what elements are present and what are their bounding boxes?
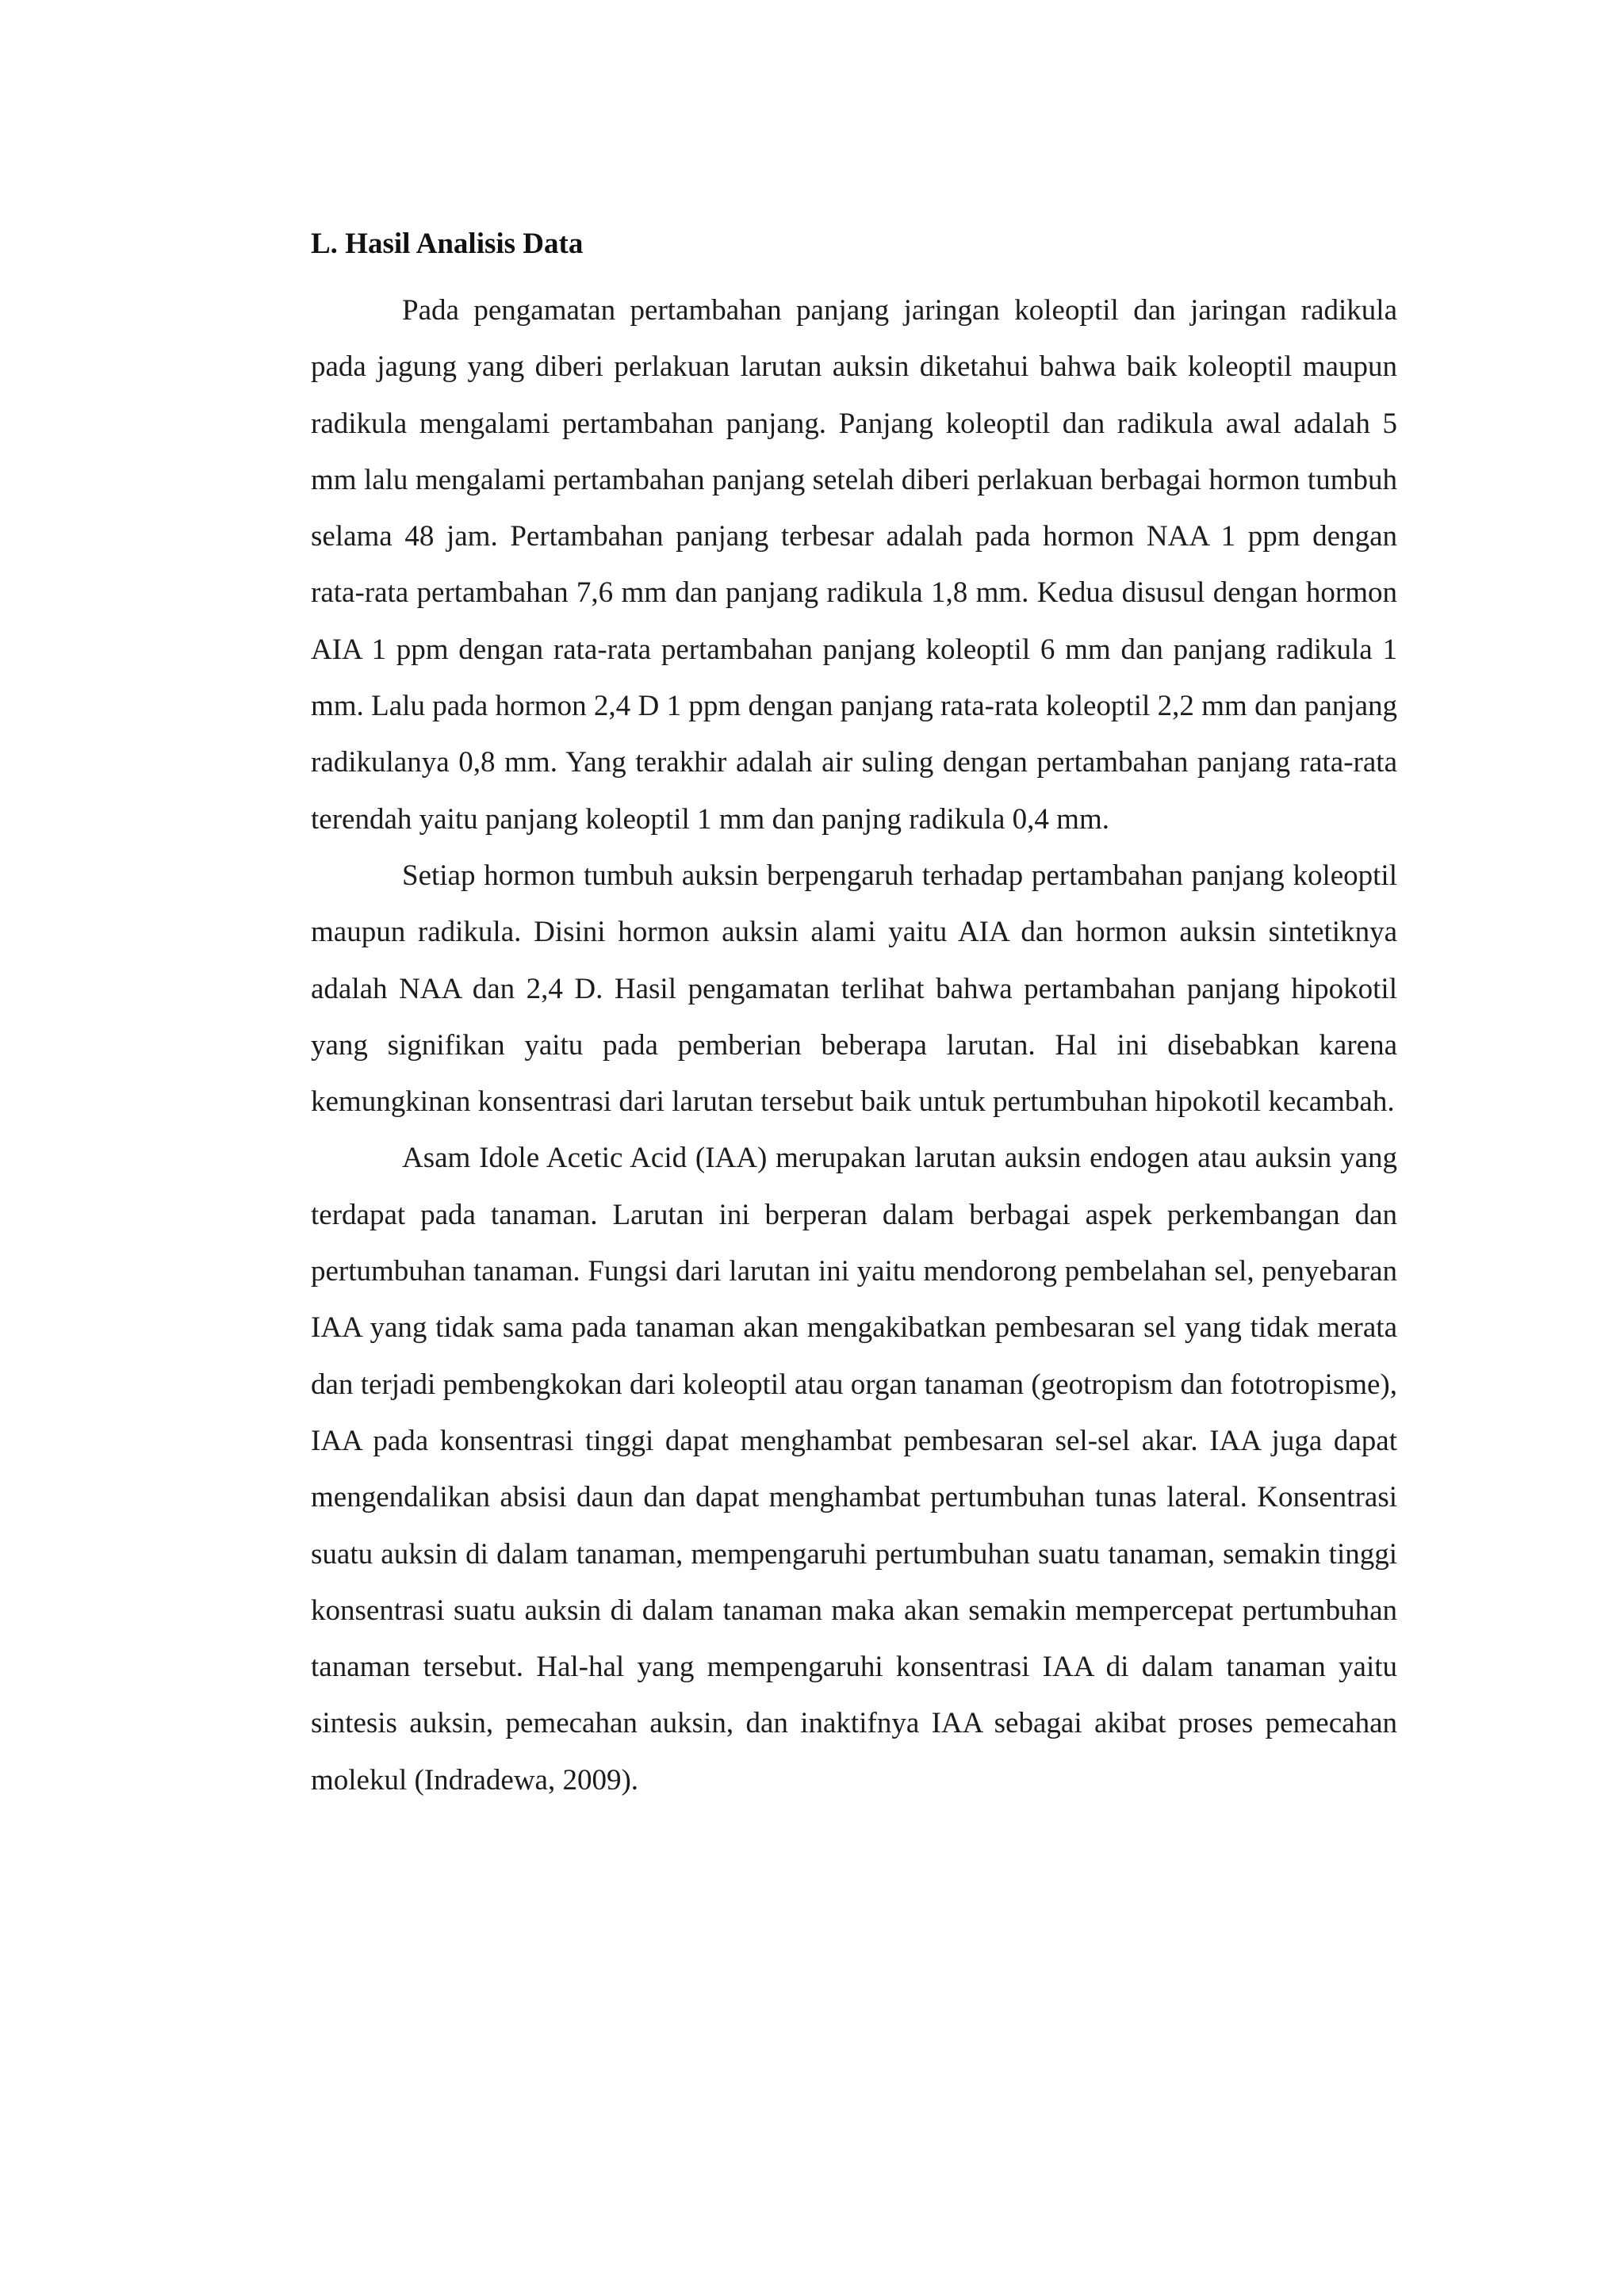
paragraph-2: Setiap hormon tumbuh auksin berpengaruh terhadap pertambahan panjang koleoptil maupun radikula. Disini hormon auksin alami yaitu AIA dan hormon auksin sintetiknya adalah NAA dan 2,4 D. Hasil pengamatan terlihat bahwa pertambahan panjang hipokotil yang signifikan yaitu pada pemberian beberapa larutan. Hal ini disebabkan karena kemungkinan konsentrasi dari larutan tersebut baik untuk pertumbuhan hipokotil kecambah. — [311, 859, 1397, 1119]
paragraph-3: Asam Idole Acetic Acid (IAA) merupakan larutan auksin endogen atau auksin yang terdapat pada tanaman. Larutan ini berperan dalam berbagai aspek perkembangan dan pertumbuhan tanaman. Fungsi dari larutan ini yaitu mendorong pembelahan sel, penyebaran IAA yang tidak sama pada tanaman akan mengakibatkan pembesaran sel yang tidak merata dan terjadi pembengkokan dari koleoptil atau organ tanaman (geotropism dan fototropisme), IAA pada konsentrasi tinggi dapat menghambat pembesaran sel-sel akar. IAA juga dapat mengendalikan absisi daun dan dapat menghambat pertumbuhan tunas lateral. Konsentrasi suatu auksin di dalam tanaman, mempengaruhi pertumbuhan suatu tanaman, semakin tinggi konsentrasi suatu auksin di dalam tanaman maka akan semakin mempercepat pertumbuhan tanaman tersebut. Hal-hal yang mempengaruhi konsentrasi IAA di dalam tanaman yaitu sintesis auksin, pemecahan auksin, dan inaktifnya IAA sebagai akibat proses pemecahan molekul (Indradewa, 2009). — [311, 1142, 1397, 1797]
paragraph-1: Pada pengamatan pertambahan panjang jaringan koleoptil dan jaringan radikula pada jagung yang diberi perlakuan larutan auksin diketahui bahwa baik koleoptil maupun radikula mengalami pertambahan panjang. Panjang koleoptil dan radikula awal adalah 5 mm lalu mengalami pertambahan panjang setelah diberi perlakuan berbagai hormon tumbuh selama 48 jam. Pertambahan panjang terbesar adalah pada hormon NAA 1 ppm dengan rata-rata pertambahan 7,6 mm dan panjang radikula 1,8 mm. Kedua disusul dengan hormon AIA 1 ppm dengan rata-rata pertambahan panjang koleoptil 6 mm dan panjang radikula 1 mm. Lalu pada hormon 2,4 D 1 ppm dengan panjang rata-rata koleoptil 2,2 mm dan panjang radikulanya 0,8 mm. Yang terakhir adalah air suling dengan pertambahan panjang rata-rata terendah yaitu panjang koleoptil 1 mm dan panjng radikula 0,4 mm. — [311, 294, 1397, 836]
document-body — [311, 227, 1397, 1808]
section-heading: L. Hasil Analisis Data — [311, 228, 584, 260]
